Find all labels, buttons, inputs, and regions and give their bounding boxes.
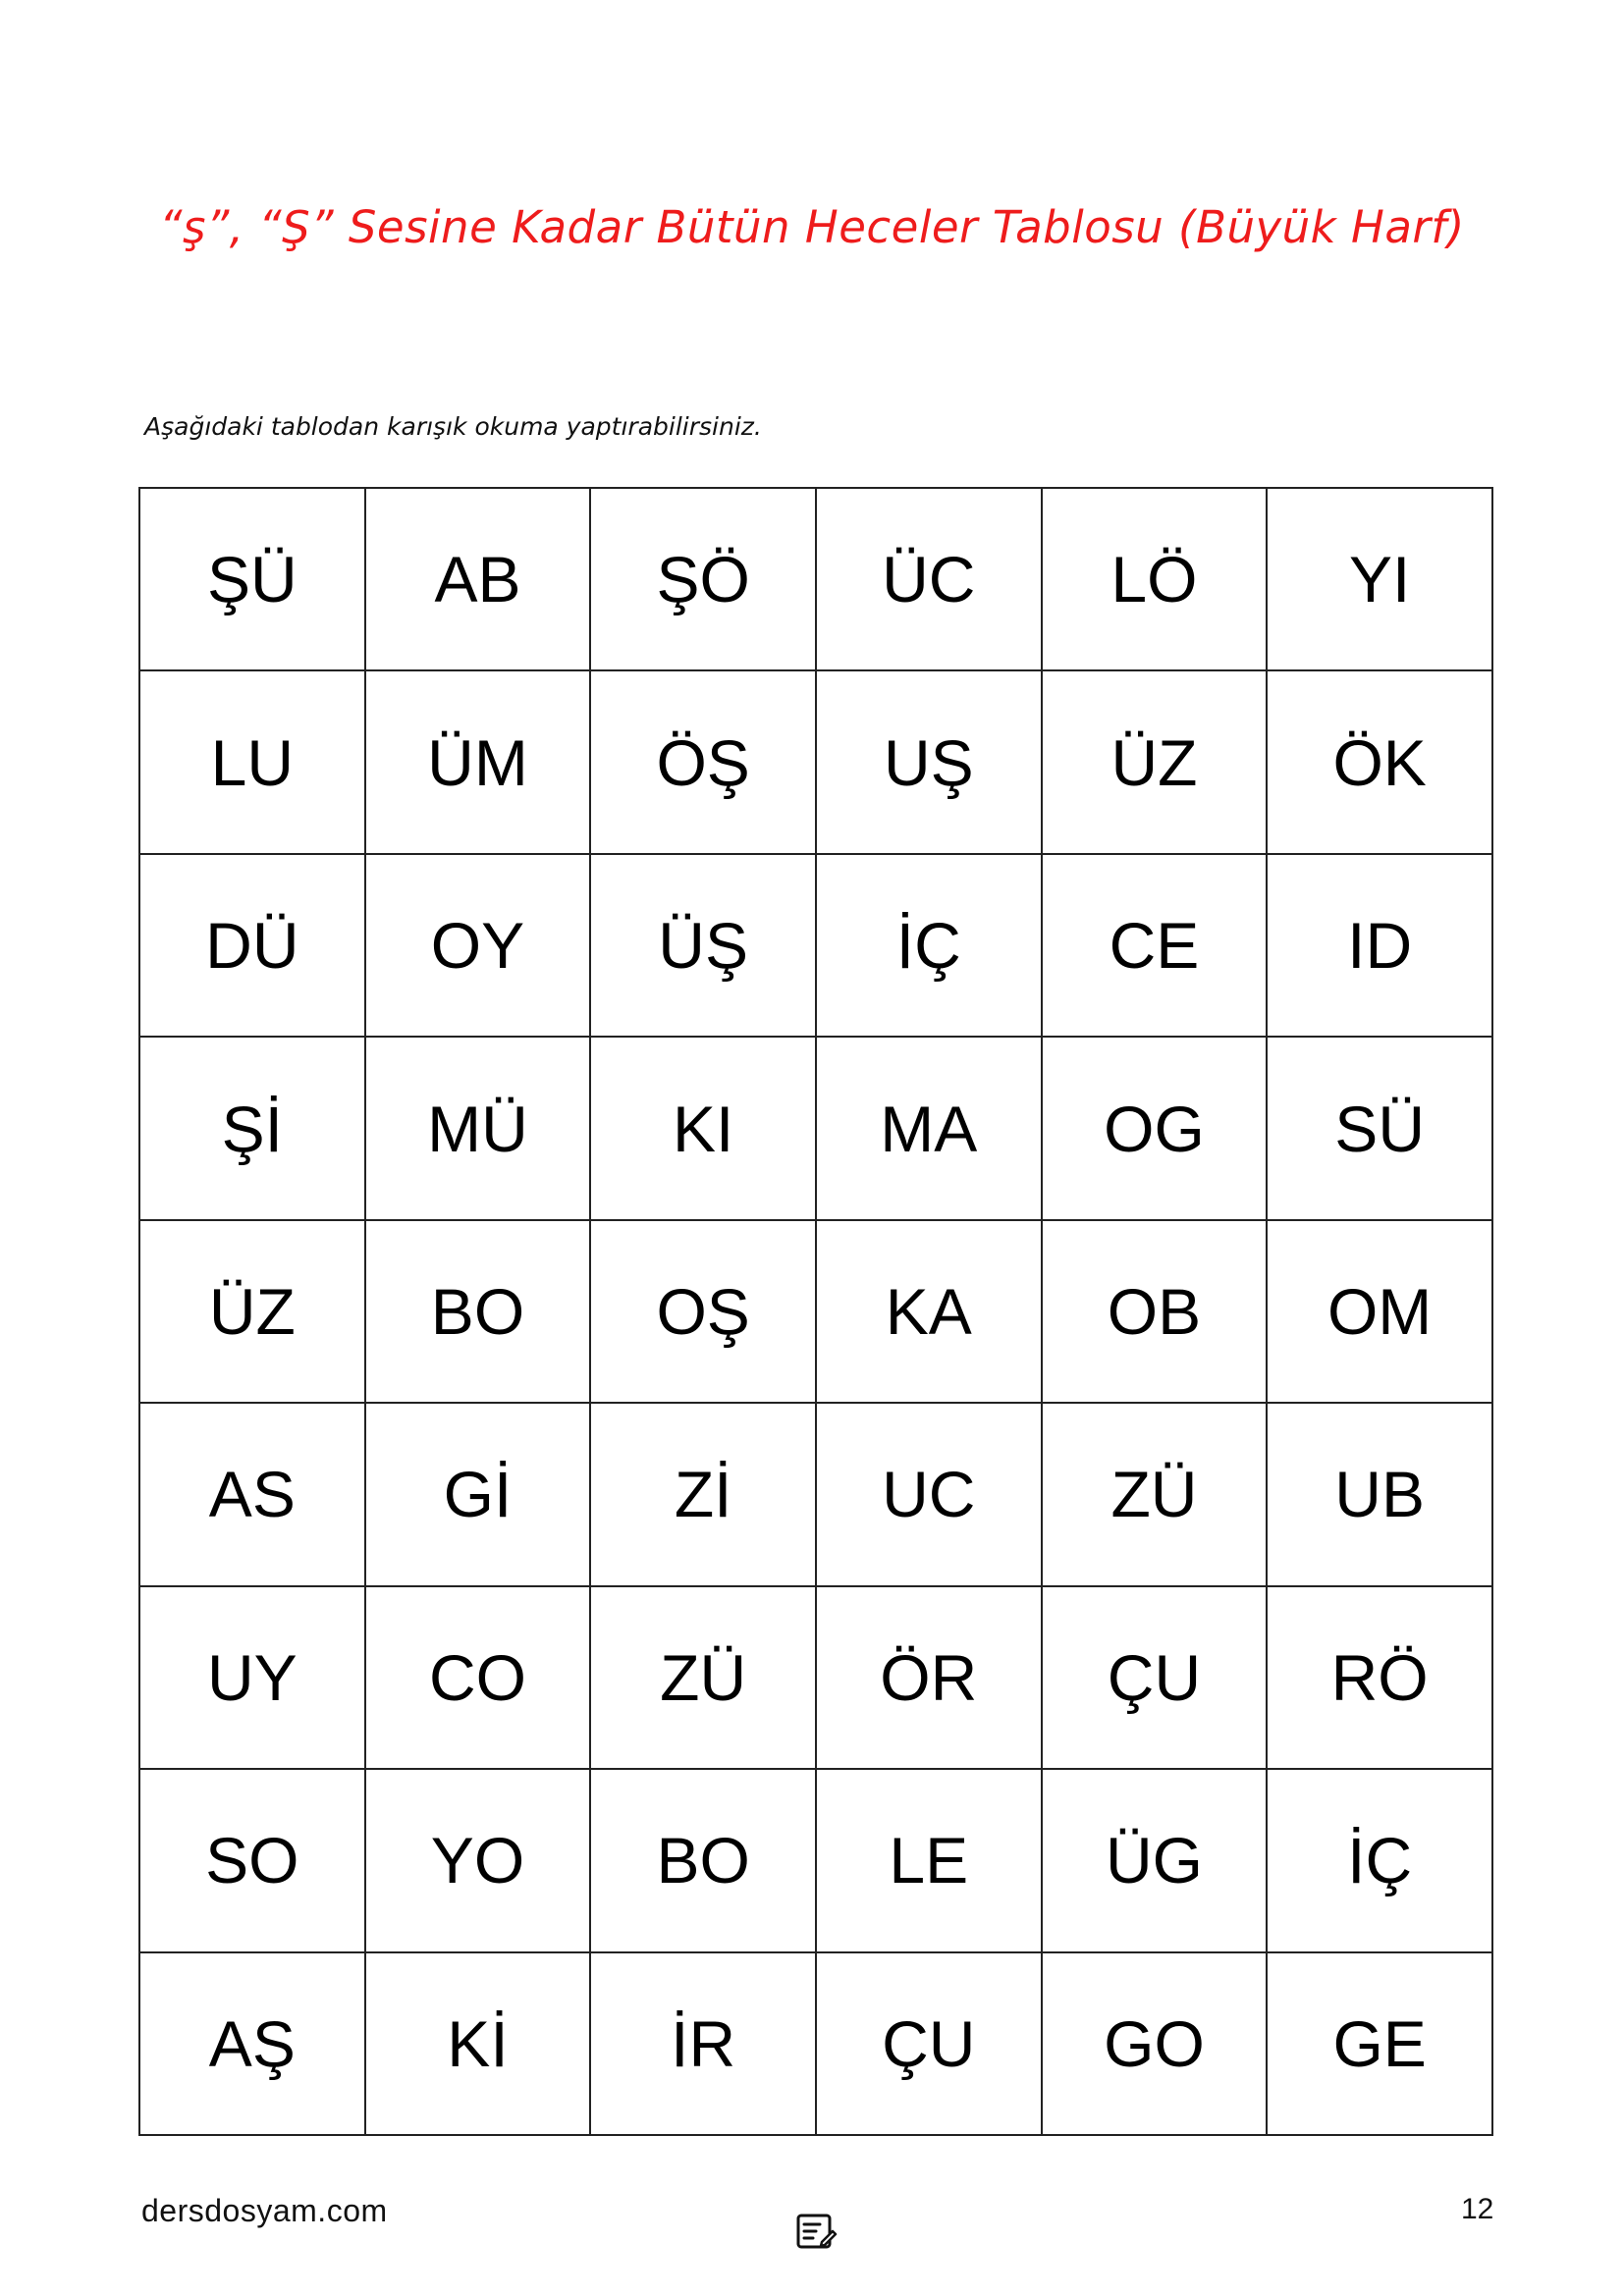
syllable-cell: GO	[1042, 1952, 1268, 2136]
syllable-cell: ÖŞ	[590, 670, 816, 853]
footer-site: dersdosyam.com	[141, 2193, 388, 2228]
syllable-cell: SO	[139, 1769, 365, 1951]
syllable-cell: GE	[1267, 1952, 1492, 2136]
syllable-cell: UC	[816, 1403, 1042, 1585]
syllable-cell: DÜ	[139, 854, 365, 1037]
syllable-cell: ÜG	[1042, 1769, 1268, 1951]
syllable-cell: İR	[590, 1952, 816, 2136]
syllable-table-body	[139, 488, 1492, 2135]
syllable-cell: Zİ	[590, 1403, 816, 1585]
table-row	[139, 1220, 1492, 1403]
syllable-cell: ÇU	[1042, 1586, 1268, 1769]
instruction-text: Aşağıdaki tablodan karışık okuma yaptırabilirsiniz.	[144, 412, 762, 441]
syllable-cell: ÖR	[816, 1586, 1042, 1769]
syllable-table	[138, 487, 1493, 2136]
syllable-cell: AŞ	[139, 1952, 365, 2136]
syllable-cell: İÇ	[816, 854, 1042, 1037]
syllable-cell: MA	[816, 1037, 1042, 1219]
syllable-cell: AB	[365, 488, 591, 670]
syllable-cell: LÖ	[1042, 488, 1268, 670]
syllable-cell: ZÜ	[1042, 1403, 1268, 1585]
syllable-cell: CO	[365, 1586, 591, 1769]
syllable-cell: KA	[816, 1220, 1042, 1403]
syllable-cell: RÖ	[1267, 1586, 1492, 1769]
syllable-cell: AS	[139, 1403, 365, 1585]
table-row	[139, 1586, 1492, 1769]
syllable-cell: LE	[816, 1769, 1042, 1951]
syllable-cell: ZÜ	[590, 1586, 816, 1769]
page-number: 12	[1461, 2193, 1494, 2225]
document-edit-icon	[793, 2209, 839, 2254]
syllable-cell: BO	[365, 1220, 591, 1403]
syllable-cell: ÖK	[1267, 670, 1492, 853]
syllable-cell: UŞ	[816, 670, 1042, 853]
syllable-cell: Gİ	[365, 1403, 591, 1585]
syllable-cell: UY	[139, 1586, 365, 1769]
syllable-cell: ŞÜ	[139, 488, 365, 670]
table-row	[139, 1037, 1492, 1219]
syllable-cell: ID	[1267, 854, 1492, 1037]
syllable-cell: MÜ	[365, 1037, 591, 1219]
table-row	[139, 1769, 1492, 1951]
syllable-cell: YI	[1267, 488, 1492, 670]
syllable-cell: ÜM	[365, 670, 591, 853]
syllable-cell: OB	[1042, 1220, 1268, 1403]
syllable-cell: YO	[365, 1769, 591, 1951]
syllable-cell: OY	[365, 854, 591, 1037]
table-row	[139, 670, 1492, 853]
syllable-cell: UB	[1267, 1403, 1492, 1585]
syllable-cell: ŞÖ	[590, 488, 816, 670]
syllable-cell: ÜC	[816, 488, 1042, 670]
syllable-cell: BO	[590, 1769, 816, 1951]
syllable-cell: LU	[139, 670, 365, 853]
syllable-cell: OG	[1042, 1037, 1268, 1219]
syllable-cell: OŞ	[590, 1220, 816, 1403]
syllable-cell: ÜZ	[1042, 670, 1268, 853]
syllable-cell: Kİ	[365, 1952, 591, 2136]
syllable-cell: OM	[1267, 1220, 1492, 1403]
table-row	[139, 1952, 1492, 2136]
syllable-cell: Şİ	[139, 1037, 365, 1219]
syllable-cell: CE	[1042, 854, 1268, 1037]
syllable-cell: SÜ	[1267, 1037, 1492, 1219]
syllable-cell: KI	[590, 1037, 816, 1219]
table-row	[139, 488, 1492, 670]
table-row	[139, 1403, 1492, 1585]
syllable-cell: ÜŞ	[590, 854, 816, 1037]
syllable-cell: ÇU	[816, 1952, 1042, 2136]
syllable-cell: ÜZ	[139, 1220, 365, 1403]
page-title: “ş”, “Ş” Sesine Kadar Bütün Heceler Tablosu (Büyük Harf)	[159, 201, 1465, 253]
table-row	[139, 854, 1492, 1037]
syllable-cell: İÇ	[1267, 1769, 1492, 1951]
